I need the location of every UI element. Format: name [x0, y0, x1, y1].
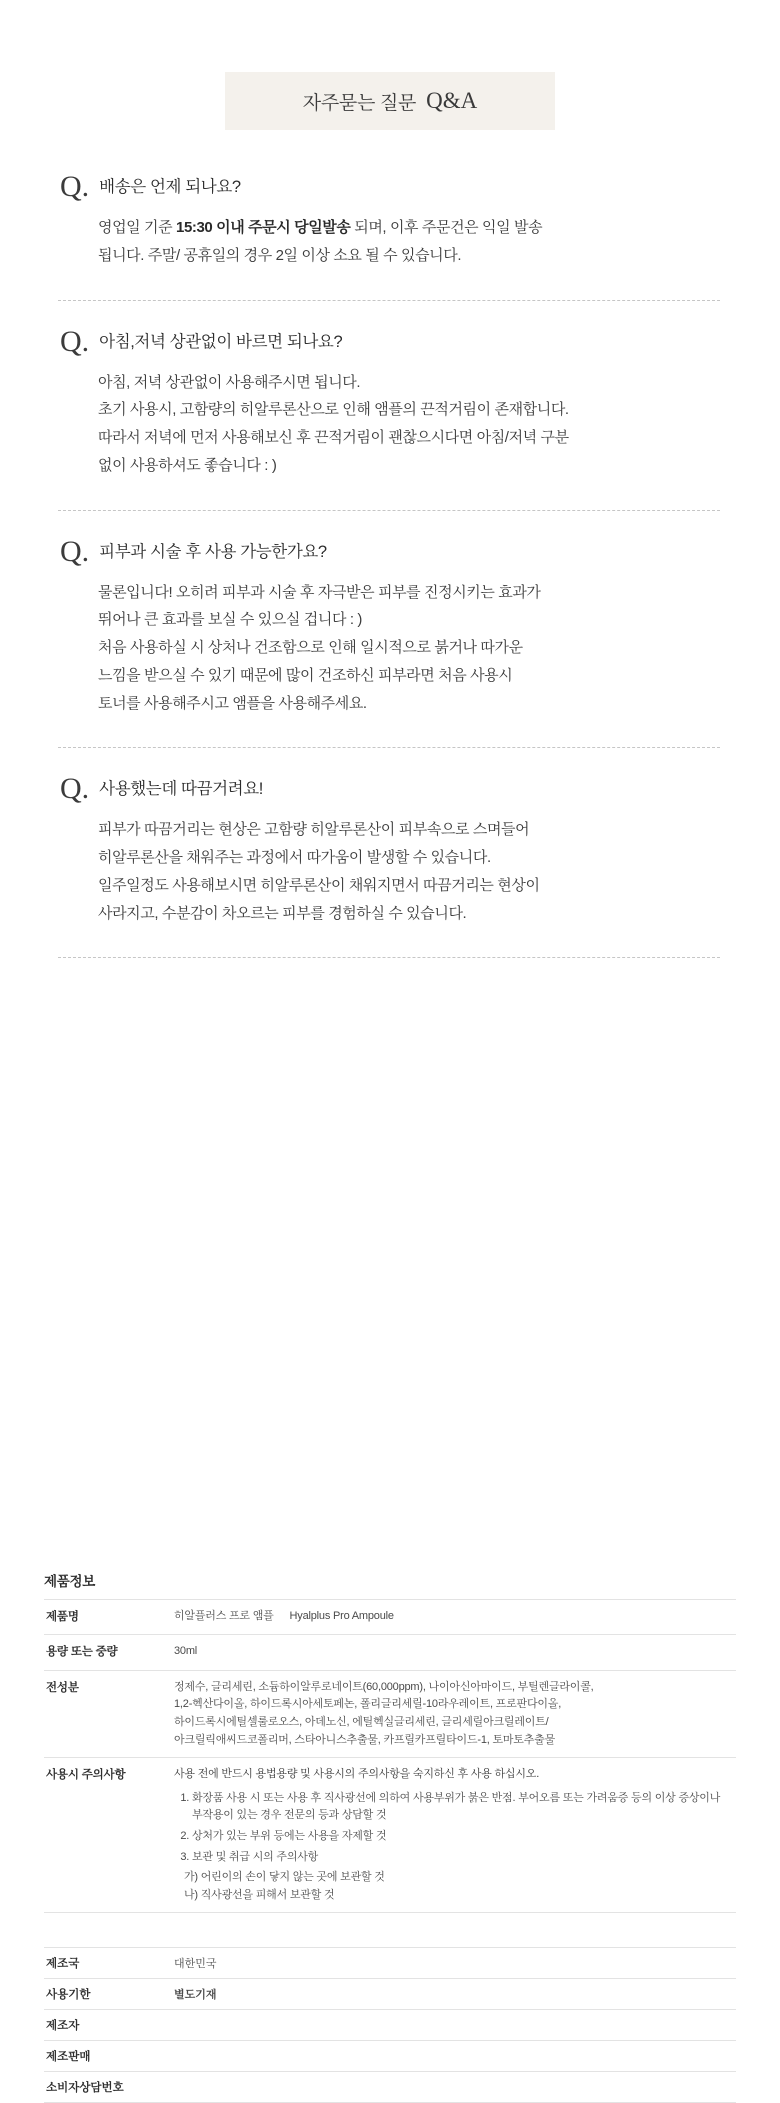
list-item: 2. 상처가 있는 부위 등에는 사용을 자제할 것 [192, 1828, 732, 1846]
row-label: 제조판매 [44, 2041, 172, 2072]
table-row [44, 2072, 736, 2103]
faq-question-row [58, 772, 720, 806]
faq-question-row [58, 324, 720, 358]
table-row [44, 1979, 736, 2010]
row-value [172, 1600, 736, 1635]
faq-question-row [58, 170, 720, 203]
faq-banner-title-ko: 자주묻는 질문 [302, 92, 417, 114]
list-item: 1. 화장품 사용 시 또는 사용 후 직사광선에 의하여 사용부위가 붉은 반점. 부어오름 또는 가려움증 등의 이상 증상이나 부작용이 있는 경우 전문의 등과 상담할 것 [192, 1790, 732, 1825]
list-item: 3. 보관 및 취급 시의 주의사항 [192, 1849, 732, 1867]
table-row [44, 2010, 736, 2041]
row-label: 사용시 주의사항 [44, 1758, 172, 1913]
table-row [44, 1635, 736, 1670]
product-info-title: 제품정보 [44, 1574, 95, 1589]
faq-question-text: 아침,저녁 상관없이 바르면 되나요? [99, 332, 343, 351]
row-label: 제품명 [44, 1600, 172, 1635]
product-footer-table [44, 1947, 736, 2103]
product-info-section [44, 1570, 736, 2103]
faq-list [0, 170, 780, 958]
row-label: 소비자상담번호 [44, 2072, 172, 2103]
row-label: 전성분 [44, 1670, 172, 1757]
faq-question-text: 사용했는데 따끔거려요! [99, 780, 263, 799]
faq-answer-text: 물론입니다! 오히려 피부과 시술 후 자극받은 피부를 진정시키는 효과가 뛰어나 큰 효과를 보실 수 있으실 겁니다 : ) 처음 사용하실 시 상처나 건조함으로 인해 일시적으로 붉거나 따가운 느낌을 받으실 수 있기 때문에 많이 건조하신 피부라면 처음 사용시 토너를 사용해주시고 앰플을 사용해주세요. [98, 583, 541, 712]
row-value [172, 2010, 736, 2041]
question-mark-icon: Q. [60, 324, 90, 358]
row-value: 대한민국 [172, 1948, 736, 1979]
product-info-table [44, 1599, 736, 1913]
faq-question-row [58, 534, 720, 568]
table-row [44, 1600, 736, 1635]
faq-divider [58, 957, 720, 958]
product-name-en: Hyalplus Pro Ampoule [289, 1610, 394, 1622]
faq-divider [58, 510, 720, 511]
faq-answer-text: 아침, 저녁 상관없이 사용해주시면 됩니다. 초기 사용시, 고함량의 히알루론산으로 인해 앰플의 끈적거림이 존재합니다. 따라서 저녁에 먼저 사용해보신 후 끈적거림이 괜찮으시다면 아침/저녁 구분 없이 사용하셔도 좋습니다 : ) [98, 373, 569, 474]
faq-item [58, 170, 720, 274]
faq-item [58, 325, 720, 484]
row-value [172, 2072, 736, 2103]
row-label: 제조자 [44, 2010, 172, 2041]
row-value: 30ml [172, 1635, 736, 1670]
table-row [44, 2041, 736, 2072]
product-name-ko: 히알플러스 프로 앰플 [174, 1610, 274, 1622]
row-value [172, 2041, 736, 2072]
faq-divider [58, 300, 720, 301]
row-label: 사용기한 [44, 1979, 172, 2010]
faq-banner-title-en: Q&A [426, 88, 478, 113]
list-item: 나) 직사광선을 피해서 보관할 것 [184, 1888, 335, 1901]
faq-question-text: 피부과 시술 후 사용 가능한가요? [99, 542, 327, 561]
question-mark-icon: Q. [60, 170, 90, 203]
question-mark-icon: Q. [60, 772, 90, 806]
ingredients-value: 정제수, 글리세린, 소듐하이알루로네이트(60,000ppm), 나이아신아마이드, 부틸렌글라이콜, 1,2-헥산다이올, 하이드록시아세토페논, 폴리글리세릴-10라우레이트, 프로판다이올, 하이드록시에틸셀룰로오스, 아데노신, 에틸헥실글리세린, 글리세릴아크릴레이트/ 아크릴릭애씨드코폴리머, 스타아니스추출물, 카프릴카프릴타이드-1, 토마토추출물 [172, 1670, 736, 1757]
row-label: 용량 또는 중량 [44, 1635, 172, 1670]
row-value: 별도기재 [172, 1979, 736, 2010]
list-item: 가) 어린이의 손이 닿지 않는 곳에 보관할 것 [184, 1871, 385, 1884]
faq-answer-text: 영업일 기준 15:30 이내 주문시 당일발송 되며, 이후 주문건은 익일 발송 됩니다. 주말/ 공휴일의 경우 2일 이상 소요 될 수 있습니다. [98, 219, 543, 264]
table-row [44, 1948, 736, 1979]
faq-item [58, 772, 720, 931]
caution-list [174, 1790, 732, 1866]
faq-question-text: 배송은 언제 되나요? [99, 178, 241, 197]
table-row [44, 1670, 736, 1757]
faq-banner [225, 72, 555, 130]
faq-divider [58, 747, 720, 748]
faq-item [58, 535, 720, 722]
question-mark-icon: Q. [60, 534, 90, 568]
row-label: 제조국 [44, 1948, 172, 1979]
caution-sub-list [184, 1869, 732, 1904]
faq-banner-wrap [0, 0, 780, 130]
faq-answer-text: 피부가 따끔거리는 현상은 고함량 히알루론산이 피부속으로 스며들어 히알루론산을 채워주는 과정에서 따가움이 발생할 수 있습니다. 일주일정도 사용해보시면 히알루론산이 채워지면서 따끔거리는 현상이 사라지고, 수분감이 차오르는 피부를 경험하실 수 있습니다. [98, 821, 540, 922]
caution-intro: 사용 전에 반드시 용법용량 및 사용시의 주의사항을 숙지하신 후 사용 하십시오. [174, 1768, 540, 1781]
